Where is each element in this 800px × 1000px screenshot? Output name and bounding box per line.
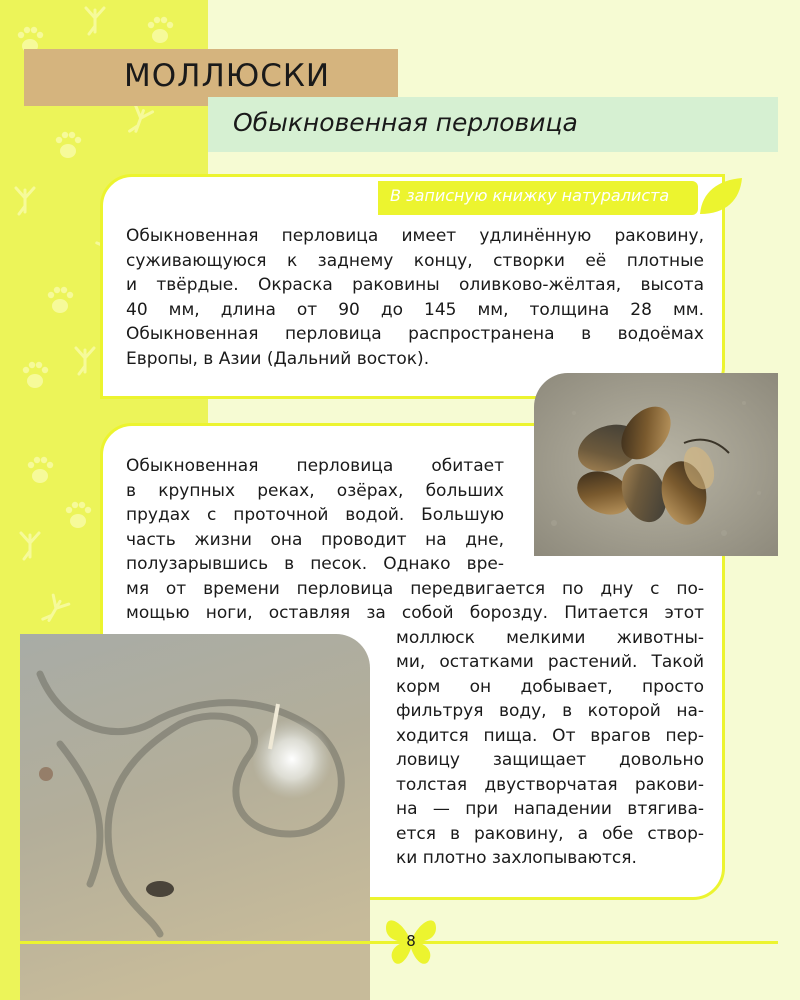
- habitat-line: ловицу защищает довольно: [396, 750, 704, 770]
- habitat-line: ходится пища. От врагов пер-: [396, 725, 704, 746]
- habitat-line: моллюск мелкими животны-: [396, 627, 704, 648]
- habitat-line: прудах с проточной водой. Большую: [126, 505, 504, 525]
- notebook-line: суживающуюся к заднему концу, створки её плотные: [126, 250, 704, 271]
- notebook-line: Европы, в Азии (Дальний восток).: [126, 348, 430, 369]
- habitat-line: Обыкновенная перловица обитает: [126, 456, 504, 476]
- habitat-line: фильтруя воду, в которой на-: [396, 701, 704, 721]
- habitat-line: полузарывшись в песок. Однако вре-: [126, 554, 504, 574]
- habitat-line: ется в раковину, а обе створ-: [396, 823, 704, 844]
- habitat-line: толстая двустворчатая ракови-: [396, 774, 704, 795]
- habitat-line: в крупных реках, озёрах, больших: [126, 480, 504, 501]
- leaf-icon: [696, 176, 744, 218]
- furrow-photo: [20, 634, 370, 1000]
- habitat-line: ми, остатками растений. Такой: [396, 652, 704, 672]
- section-title: МОЛЛЮСКИ: [124, 58, 331, 94]
- notebook-line: Обыкновенная перловица имеет удлинённую раковину,: [126, 226, 704, 246]
- notebook-line: 40 мм, длина от 90 до 145 мм, толщина 28 мм.: [126, 299, 704, 320]
- habitat-line: корм он добывает, просто: [396, 676, 704, 697]
- mussels-photo: [534, 373, 778, 556]
- notebook-text: [126, 224, 704, 371]
- notebook-line: и твёрдые. Окраска раковины оливково-жёлтая, высота: [126, 275, 704, 295]
- notebook-label: В записную книжку натуралиста: [390, 186, 670, 205]
- page-subtitle: Обыкновенная перловица: [233, 108, 578, 137]
- habitat-line: часть жизни она проводит на дне,: [126, 529, 504, 550]
- habitat-line: ки плотно захлопываются.: [396, 848, 637, 868]
- habitat-line: на — при нападении втягива-: [396, 799, 704, 819]
- habitat-line: мощью ноги, оставляя за собой борозду. Питается этот: [126, 603, 704, 623]
- habitat-line: мя от времени перловица передвигается по дну с по-: [126, 578, 704, 599]
- page-number: 8: [406, 932, 416, 950]
- notebook-line: Обыкновенная перловица распространена в водоёмах: [126, 324, 704, 344]
